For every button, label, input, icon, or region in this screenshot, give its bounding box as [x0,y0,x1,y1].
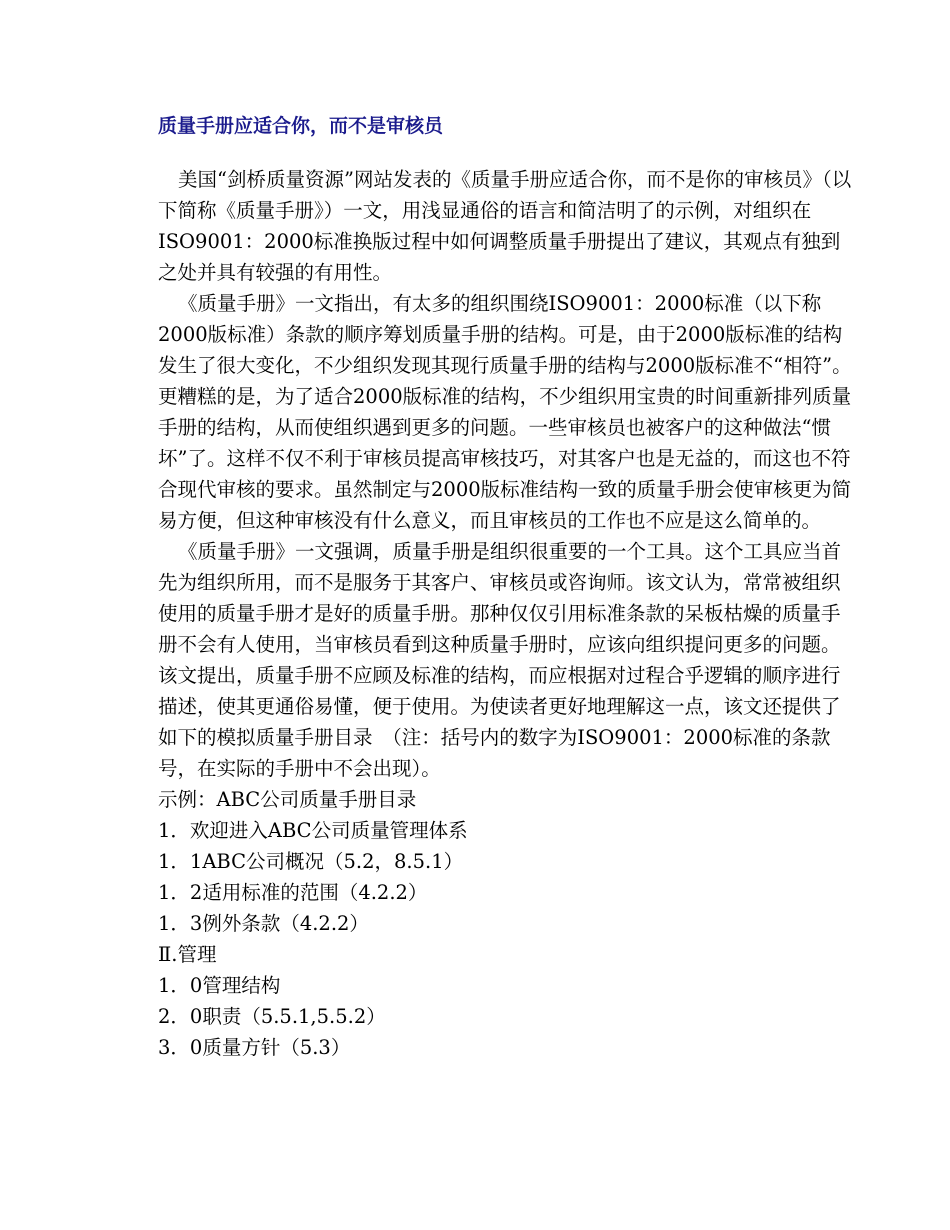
paragraph-proposal: 该文提出，质量手册不应顾及标准的结构，而应根据对过程合乎逻辑的顺序进行描述，使其更通俗易懂，便于使用。为使读者更好地理解这一点，该文还提供了如下的模拟质量手册目录 （注：括号内的数字为ISO9001：2000标准的条款号，在实际的手册中不会出现）。 [158,664,841,780]
paragraph-structure: 《质量手册》一文指出，有太多的组织围绕ISO9001：2000标准（以下称2000版标准）条款的顺序筹划质量手册的结构。可是，由于2000版标准的结构发生了很大变化，不少组织发现其现行质量手册的结构与2000版标准不“相符”。更糟糕的是，为了适合2000版标准的结构，不少组织用宝贵的时间重新排列质量手册的结构，从而使组织遇到更多的问题。一些审核员也被客户的这种做法“惯坏”了。这样不仅不利于审核员提高审核技巧，对其客户也是无益的，而这也不符合现代审核的要求。虽然制定与2000版标准结构一致的质量手册会使审核更为简易方便，但这种审核没有什么意义，而且审核员的工作也不应是这么简单的。 [158,292,852,532]
toc-item: 1．0管理结构 [158,974,281,997]
paragraph-intro: 美国“剑桥质量资源”网站发表的《质量手册应适合你，而不是你的审核员》（以下简称《质量手册》）一文，用浅显通俗的语言和简洁明了的示例，对组织在ISO9001：2000标准换版过程中如何调整质量手册提出了建议，其观点有独到之处并具有较强的有用性。 [158,168,852,284]
document-body [158,164,858,1063]
paragraph-tool: 《质量手册》一文强调，质量手册是组织很重要的一个工具。这个工具应当首先为组织所用，而不是服务于其客户、审核员或咨询师。该文认为，常常被组织使用的质量手册才是好的质量手册。那种仅仅引用标准条款的呆板枯燥的质量手册不会有人使用，当审核员看到这种质量手册时，应该向组织提问更多的问题。 [158,540,842,656]
document-title: 质量手册应适合你，而不是审核员 [158,115,444,137]
toc-item: 1．2适用标准的范围（4.2.2） [158,881,428,904]
toc-section: Ⅱ.管理 [158,943,217,966]
toc-item: 1．3例外条款（4.2.2） [158,912,369,935]
toc-item: 1．1ABC公司概况（5.2，8.5.1） [158,850,464,873]
toc-item: 2．0职责（5.5.1,5.5.2） [158,1005,386,1028]
toc-list [158,784,858,1063]
toc-item: 1．欢迎进入ABC公司质量管理体系 [158,819,468,842]
toc-heading: 示例：ABC公司质量手册目录 [158,788,417,811]
toc-item: 3．0质量方针（5.3） [158,1036,351,1059]
